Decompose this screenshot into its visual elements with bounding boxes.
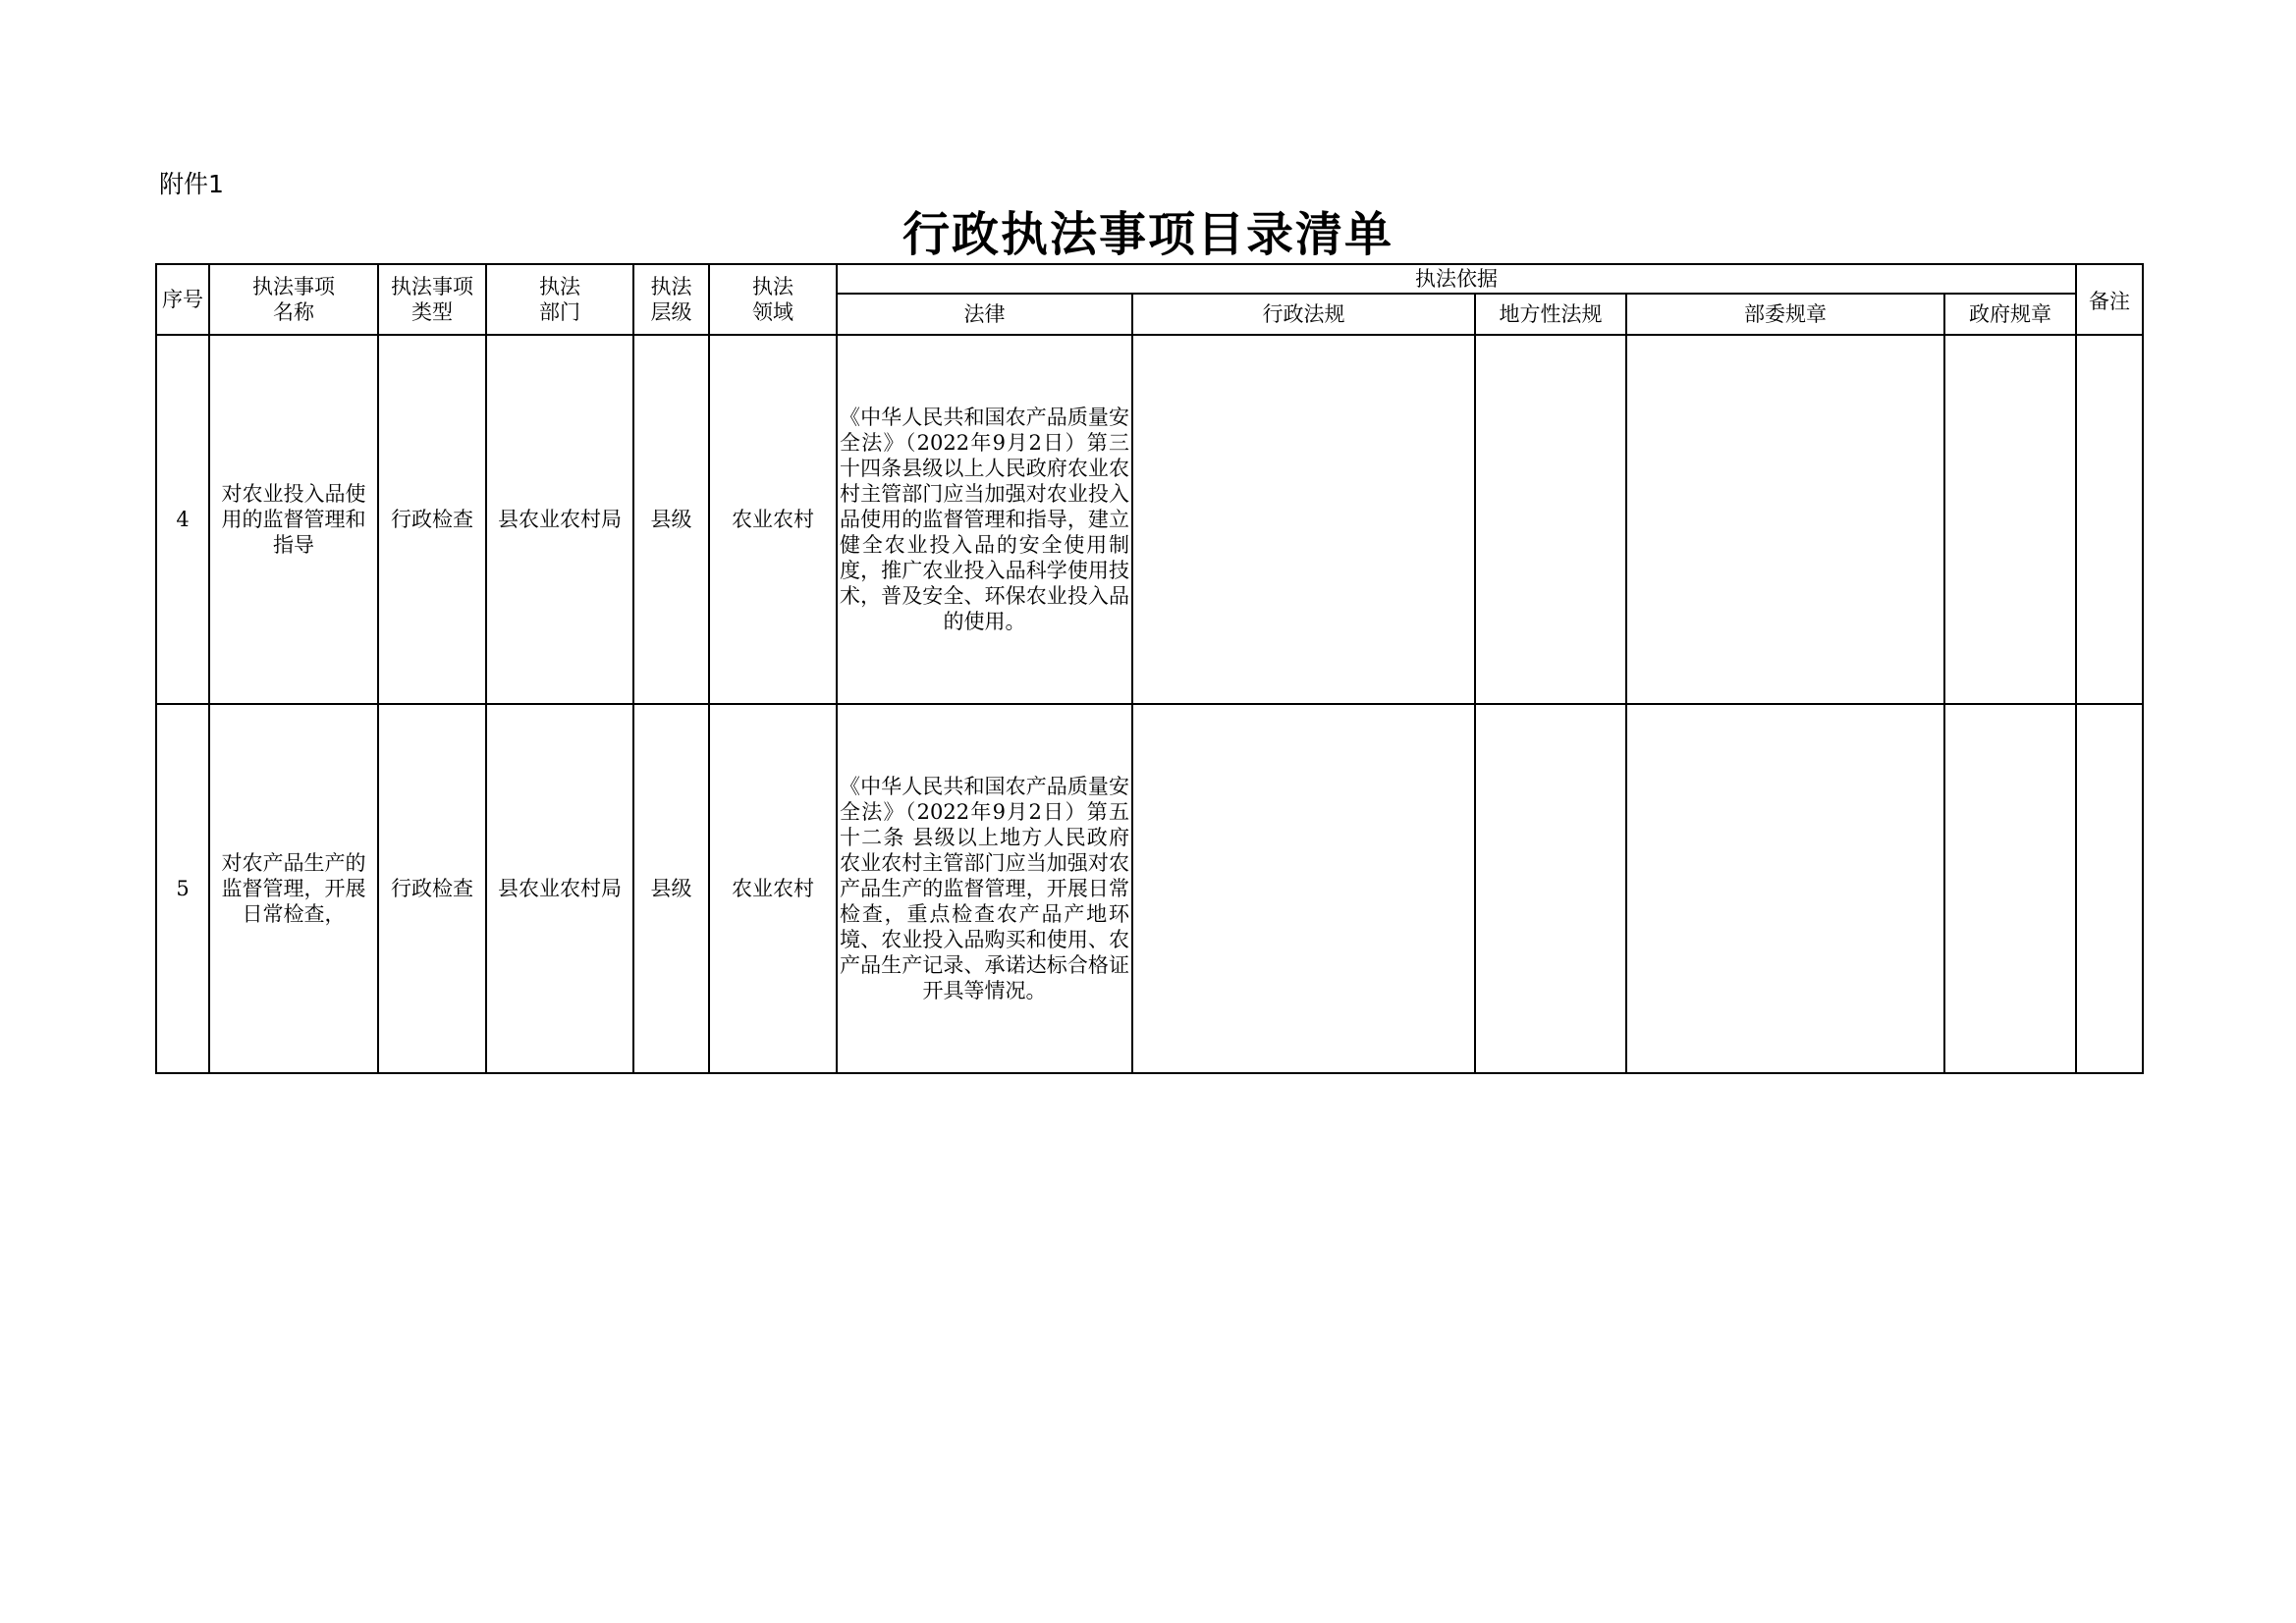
cell-law-text: 《中华人民共和国农产品质量安全法》（2022年9月2日）第五十二条 县级以上地方人民政府农业农村主管部门应当加强对农产品生产的监督管理，开展日常检查，重点检查农产品产地环境、农业投入品购买和使用、农产品生产记录、承诺达标合格证开具等情况。 [840, 775, 1129, 1002]
cell-local-regulation [1475, 704, 1626, 1073]
cell-domain: 农业农村 [709, 704, 837, 1073]
cell-item-name: 对农业投入品使用的监督管理和指导 [209, 335, 378, 704]
header-local-regulation: 地方性法规 [1475, 294, 1626, 335]
header-item-name-text: 执法事项 名称 [252, 275, 335, 324]
header-item-type [378, 264, 486, 335]
header-law: 法律 [837, 294, 1132, 335]
header-admin-regulation: 行政法规 [1132, 294, 1475, 335]
cell-government-rule [1944, 335, 2076, 704]
cell-department: 县农业农村局 [486, 704, 633, 1073]
cell-item-name: 对农产品生产的监督管理，开展日常检查， [209, 704, 378, 1073]
cell-item-type: 行政检查 [378, 335, 486, 704]
header-domain [709, 264, 837, 335]
header-level-text: 执法 层级 [650, 275, 692, 324]
cell-law [837, 335, 1132, 704]
cell-item-type: 行政检查 [378, 704, 486, 1073]
header-government-rule: 政府规章 [1944, 294, 2076, 335]
header-remarks: 备注 [2076, 264, 2143, 335]
cell-admin-regulation [1132, 335, 1475, 704]
table-row [156, 335, 2143, 704]
cell-level: 县级 [633, 704, 709, 1073]
header-department-text: 执法 部门 [539, 275, 580, 324]
cell-remarks [2076, 704, 2143, 1073]
header-index: 序号 [156, 264, 209, 335]
cell-government-rule [1944, 704, 2076, 1073]
page-title: 行政执法事项目录清单 [902, 207, 1394, 262]
header-level [633, 264, 709, 335]
cell-ministry-rule [1626, 335, 1944, 704]
cell-index: 5 [156, 704, 209, 1073]
cell-domain: 农业农村 [709, 335, 837, 704]
header-ministry-rule: 部委规章 [1626, 294, 1944, 335]
header-item-type-text: 执法事项 类型 [391, 275, 473, 324]
cell-local-regulation [1475, 335, 1626, 704]
cell-index: 4 [156, 335, 209, 704]
header-department [486, 264, 633, 335]
cell-ministry-rule [1626, 704, 1944, 1073]
table-row [156, 704, 2143, 1073]
header-domain-text: 执法 领域 [752, 275, 793, 324]
cell-department: 县农业农村局 [486, 335, 633, 704]
cell-law [837, 704, 1132, 1073]
header-basis: 执法依据 [837, 264, 2076, 294]
cell-remarks [2076, 335, 2143, 704]
enforcement-catalog-table [155, 263, 2144, 1074]
cell-admin-regulation [1132, 704, 1475, 1073]
cell-level: 县级 [633, 335, 709, 704]
attachment-label: 附件1 [159, 170, 224, 198]
cell-law-text: 《中华人民共和国农产品质量安全法》（2022年9月2日）第三十四条县级以上人民政府农业农村主管部门应当加强对农业投入品使用的监督管理和指导，建立健全农业投入品的安全使用制度，推广农业投入品科学使用技术，普及安全、环保农业投入品的使用。 [840, 406, 1129, 633]
header-item-name [209, 264, 378, 335]
